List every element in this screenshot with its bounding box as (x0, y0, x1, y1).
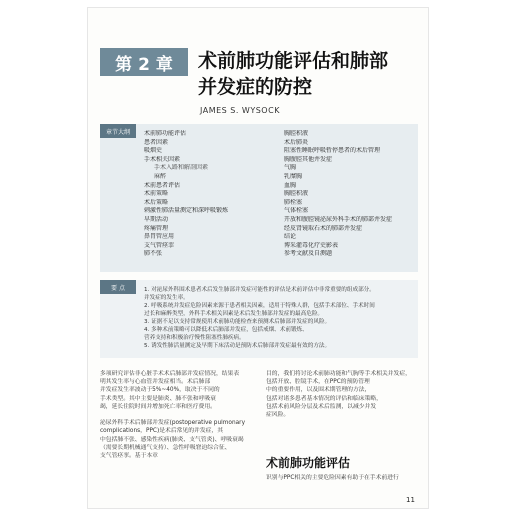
outline-item: 术前肺功能评估 (144, 130, 187, 137)
section-heading: 术前肺功能评估 (266, 456, 351, 470)
key-points-box (100, 280, 418, 358)
outline-item: 手术相关因素 (144, 155, 181, 163)
body-line: 竭，延长住院时间并增加死亡率和医疗费用。 (100, 403, 216, 410)
body-line: 明其发生率与心血管并发症相当。术后肺部 (100, 379, 211, 386)
outline-item: 术后肺炎 (284, 138, 309, 146)
key-point-line: 1. 对泌尿外科围术患者术后发生肺部并发症可能性的评估是术前评估中非常重要的组成部分。 (144, 287, 375, 293)
outline-item: 肺不张 (144, 250, 163, 258)
body-line: 目的，我们将讨论术前肺功能和气胸等手术相关并发症， (266, 371, 411, 377)
outline-right-column (284, 130, 418, 259)
key-point-line: 过长和麻醉类型，外科手术相关因素是术后发生肺部并发症的最高危险。 (144, 311, 324, 317)
outline-left-column (144, 130, 274, 259)
key-point-line: 4. 多种术前策略可以降低术后肺部并发症，包括戒烟、术前锻炼、 (144, 327, 308, 333)
outline-item: 经皮肾镜取石术的肺部并发症 (284, 224, 363, 232)
outline-item: 胸腔积液 (284, 190, 309, 198)
key-point-line: 5. 诱发性肺活量测定及早期下床活动是预防术后肺部并发症最有效的方法。 (144, 343, 331, 349)
section-body-line: 识别与PPC相关的主要危险因素有助于在手术前进行 (266, 475, 399, 481)
chapter-title-line1: 术前肺功能评估和肺部 (198, 50, 389, 72)
outline-item: 支气管痉挛 (144, 241, 175, 249)
outline-item: 早期活动 (144, 215, 169, 223)
body-line: 支气管痉挛。基于本章 (100, 453, 158, 460)
chapter-outline-box (100, 124, 418, 272)
outline-item: 术后策略 (144, 198, 169, 206)
chapter-header (88, 22, 428, 115)
outline-item: 鼻胃管应用 (144, 233, 175, 241)
key-point-line: 3. 证据不足以支持常规使用术前肺功能检查来预测术后肺部并发症的风险。 (144, 319, 331, 325)
outline-item: 患者因素 (144, 138, 169, 146)
key-points-list (144, 286, 412, 350)
outline-item: 博采灌毒化疗史影表 (284, 241, 339, 249)
outline-item: 术前患者评估 (144, 181, 181, 189)
body-line: 包括开放、腔镜手术，在PPC的预防管理 (266, 379, 370, 386)
outline-item: 疼痛管理 (144, 224, 169, 232)
outline-item: 血胸 (284, 181, 297, 189)
outline-item: 气胸 (284, 164, 297, 172)
body-line: 症风险。 (266, 412, 290, 419)
outline-item: 肺栓塞 (284, 198, 303, 206)
body-line: 手术类型。其中主要是肺炎、肺不张和呼吸衰 (100, 395, 216, 402)
page-number: 11 (406, 496, 415, 504)
body-line: 包括术前风险分层及术后监测，以减少并发 (266, 403, 377, 410)
key-point-line: 营养支持和积极治疗慢性阻塞性肺疾病。 (144, 335, 245, 341)
body-line: 泌尿外科手术后肺部并发症(postoperative pulmonary (100, 420, 245, 427)
chapter-number-badge: 第 2 章 (100, 48, 188, 76)
body-left-column (100, 370, 250, 460)
outline-item: 开放和腹腔镜泌尿外科手术的肺部并发症 (284, 215, 393, 223)
body-line: 多项研究评估非心脏手术术后肺部并发症情况，结果表 (100, 371, 240, 377)
outline-item: 刺激性肺活量测定和深呼吸锻炼 (144, 207, 229, 215)
outline-item: 胸腹腔其他并发症 (284, 155, 333, 163)
outline-item: 阻塞性睡眠呼吸暂停患者的术后管理 (284, 147, 381, 155)
body-line: 包括对诸多患者基本情况的评估和临床策略， (266, 395, 382, 402)
body-line: 中包括肺不张、感染性疾病(肺炎、支气管炎)、呼吸衰竭 (100, 436, 244, 443)
outline-item: 术前策略 (144, 190, 169, 198)
outline-item: 气体栓塞 (284, 207, 309, 215)
outline-label: 章节大纲 (100, 124, 136, 138)
book-page (88, 8, 428, 508)
author-name: JAMES S. WYSOCK (200, 106, 280, 115)
key-points-label: 要 点 (100, 280, 136, 294)
outline-subitem: 麻醉 (154, 172, 167, 180)
outline-item: 参考文献及自测题 (284, 250, 333, 258)
key-point-line: 2. 呼吸系统并发症危险因素来源于患者相关因素，适用于特殊人群，包括手术部位、手术时间 (144, 303, 375, 309)
key-point-line: 并发症的发生率。 (144, 295, 189, 301)
body-line: 中的重要作用，以及围术期管理的方法， (266, 387, 371, 394)
body-right-column (266, 370, 416, 419)
body-line: （需要长期机械通气支持）、急性呼吸窘迫综合征、 (100, 444, 231, 451)
body-line: complications，PPC)是术后常见的并发症，其 (100, 428, 224, 435)
outline-item: 胸腔积液 (284, 130, 309, 137)
outline-item: 结论 (284, 233, 297, 241)
outline-item: 乳糜胸 (284, 172, 303, 180)
chapter-title-line2: 并发症的防控 (198, 76, 313, 98)
chapter-title (198, 48, 418, 100)
body-line (100, 411, 250, 419)
outline-subitem: 手术入路和解剖因素 (154, 164, 209, 172)
body-line: 并发症发生率波动于5%~40%，取决于不同的 (100, 387, 220, 394)
outline-item: 吸烟史 (144, 147, 163, 155)
